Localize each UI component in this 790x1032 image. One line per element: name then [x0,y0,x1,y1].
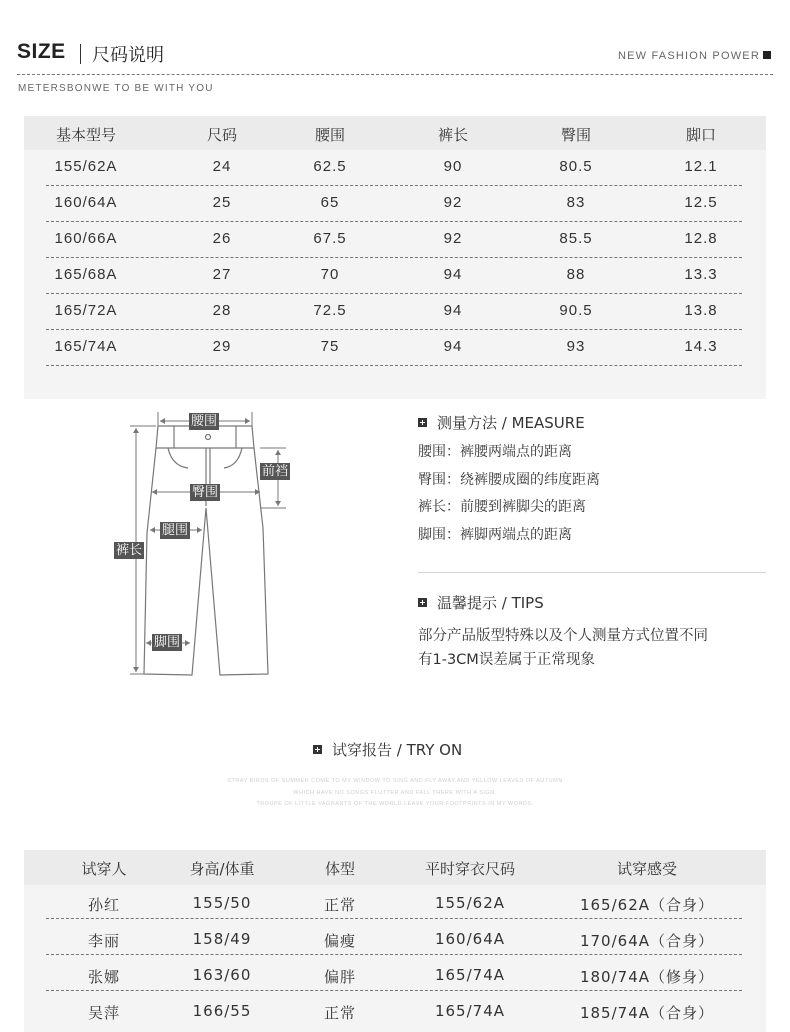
square-bullet-icon [763,51,771,59]
table-row [24,224,766,260]
cell-length: 92 [443,230,463,247]
cell-hip: 80.5 [559,158,593,175]
decorative-poem-line: STRAY BIRDS OF SUMMER COME TO MY WINDOW TO SING AND FLY AWAY.AND YELLOW LEAVES OF AUTUMN [227,778,563,784]
cell-hip: 90.5 [559,302,593,319]
size-title-cn: 尺码说明 [92,45,164,66]
cell-hem: 13.3 [684,266,718,283]
label-length: 裤长 [116,543,143,558]
cell-length: 94 [443,266,463,283]
row-divider [46,257,742,258]
cell-hem: 13.8 [684,302,718,319]
cell-base-model: 155/62A [54,158,118,175]
col-body-type: 体型 [324,860,355,878]
col-height-weight: 身高/体重 [189,860,255,878]
label-waist: 腰围 [191,414,218,429]
cell-height-weight: 163/60 [192,966,252,984]
cell-usual-size: 155/62A [434,894,506,912]
size-table-header [24,116,766,150]
tryon-table [24,850,766,1032]
cell-hem: 14.3 [684,338,718,355]
cell-base-model: 165/72A [54,302,118,319]
header-dashed-line [17,74,773,75]
table-row [24,332,766,368]
cell-length: 94 [443,338,463,355]
row-divider [46,918,742,919]
measure-line: 腰围：裤腰两端点的距离 [418,444,572,460]
table-row [24,957,766,993]
table-row [24,885,766,921]
cell-fit-feedback: 170/64A（合身） [579,932,715,950]
col-tester: 试穿人 [81,860,127,878]
measure-list [418,439,766,549]
cell-waist: 72.5 [313,302,347,319]
cell-tester: 吴萍 [87,1004,120,1022]
tips-divider [418,572,766,573]
table-row [24,296,766,332]
label-thigh: 腿围 [162,523,189,538]
tryon-table-header [24,850,766,885]
cell-body-type: 偏胖 [323,968,356,986]
measure-title [418,412,766,433]
measure-line: 裤长：前腰到裤脚尖的距离 [418,499,586,515]
cell-usual-size: 160/64A [434,930,506,948]
size-title: SIZE [17,40,66,63]
cell-size: 27 [212,266,232,283]
decorative-poem-line: TROUPE OF LITTLE VAGRANTS OF THE WORLD.LEAVE YOUR FOOTPRINTS IN MY WORDS. [256,801,534,807]
cell-base-model: 160/66A [54,230,118,247]
cell-base-model: 165/68A [54,266,118,283]
row-divider [46,221,742,222]
col-fit-feedback: 试穿感受 [616,860,677,878]
table-row [24,921,766,957]
table-row [24,152,766,188]
tryon-title-text: 试穿报告 / TRY ON [332,741,463,759]
cell-size: 24 [212,158,232,175]
row-divider [46,954,742,955]
measure-line: 脚围：裤脚两端点的距离 [418,526,572,543]
cell-fit-feedback: 180/74A（修身） [579,968,715,986]
label-hip: 臀围 [192,485,219,500]
cell-tester: 李丽 [87,932,120,950]
brand-line: METERSBONWE TO BE WITH YOU [18,83,214,94]
cell-length: 90 [443,158,463,175]
measure-section [418,412,766,668]
tips-title [418,592,544,613]
col-usual-size: 平时穿衣尺码 [424,860,515,878]
cell-base-model: 165/74A [54,338,118,355]
col-base-model: 基本型号 [55,126,116,144]
cell-hip: 93 [566,338,586,355]
size-table [24,116,766,399]
cell-hem: 12.1 [684,158,718,175]
cell-size: 29 [212,338,232,355]
tips-text [418,624,766,672]
title-divider [80,44,81,64]
cell-length: 94 [443,302,463,319]
fashion-tagline-text: NEW FASHION POWER [617,50,760,62]
size-header [17,38,773,94]
measure-line: 臀围：绕裤腰成圈的纬度距离 [418,471,600,488]
col-hem: 脚口 [685,126,716,144]
decorative-poem-line: WHICH HAVE NO SONGS FLUTTER AND FALL THERE WITH A SIGN. [293,790,497,796]
plus-square-icon [418,598,427,607]
cell-body-type: 正常 [323,1004,356,1022]
cell-size: 28 [212,302,232,319]
cell-waist: 70 [320,266,340,283]
cell-hip: 83 [566,194,586,211]
row-divider [46,293,742,294]
cell-body-type: 偏瘦 [323,932,356,950]
row-divider [46,185,742,186]
cell-base-model: 160/64A [54,194,118,211]
col-length: 裤长 [437,126,468,144]
tips-text-line: 有1-3CM误差属于正常现象 [418,652,595,668]
cell-tester: 孙红 [87,896,120,914]
cell-fit-feedback: 165/62A（合身） [579,896,715,914]
cell-waist: 65 [320,194,340,211]
cell-length: 92 [443,194,463,211]
cell-hip: 88 [566,266,586,283]
tips-title-text: 温馨提示 / TIPS [437,594,544,612]
cell-size: 25 [212,194,232,211]
cell-tester: 张娜 [87,968,120,986]
col-hip: 臀围 [560,126,591,144]
cell-usual-size: 165/74A [434,1002,506,1020]
plus-square-icon [418,418,427,427]
cell-waist: 62.5 [313,158,347,175]
plus-square-icon [313,745,322,754]
table-row [24,188,766,224]
row-divider [46,990,742,991]
cell-size: 26 [212,230,232,247]
cell-fit-feedback: 185/74A（合身） [579,1004,715,1022]
table-row [24,260,766,296]
cell-waist: 75 [320,338,340,355]
col-waist: 腰围 [314,126,345,144]
label-hem: 脚围 [154,635,181,650]
tryon-title [313,739,462,760]
pants-measurement-diagram [110,408,310,683]
cell-height-weight: 166/55 [192,1002,252,1020]
cell-height-weight: 155/50 [192,894,252,912]
cell-waist: 67.5 [313,230,347,247]
cell-height-weight: 158/49 [192,930,252,948]
cell-hem: 12.5 [684,194,718,211]
row-divider [46,329,742,330]
fashion-tagline [618,50,771,62]
row-divider [46,365,742,366]
table-row [24,993,766,1029]
cell-usual-size: 165/74A [434,966,506,984]
measure-title-text: 测量方法 / MEASURE [437,414,585,432]
tips-text-line: 部分产品版型特殊以及个人测量方式位置不同 [418,628,708,644]
cell-hip: 85.5 [559,230,593,247]
cell-body-type: 正常 [323,896,356,914]
label-front-rise: 前裆 [262,464,289,479]
cell-hem: 12.8 [684,230,718,247]
col-size: 尺码 [206,126,237,144]
